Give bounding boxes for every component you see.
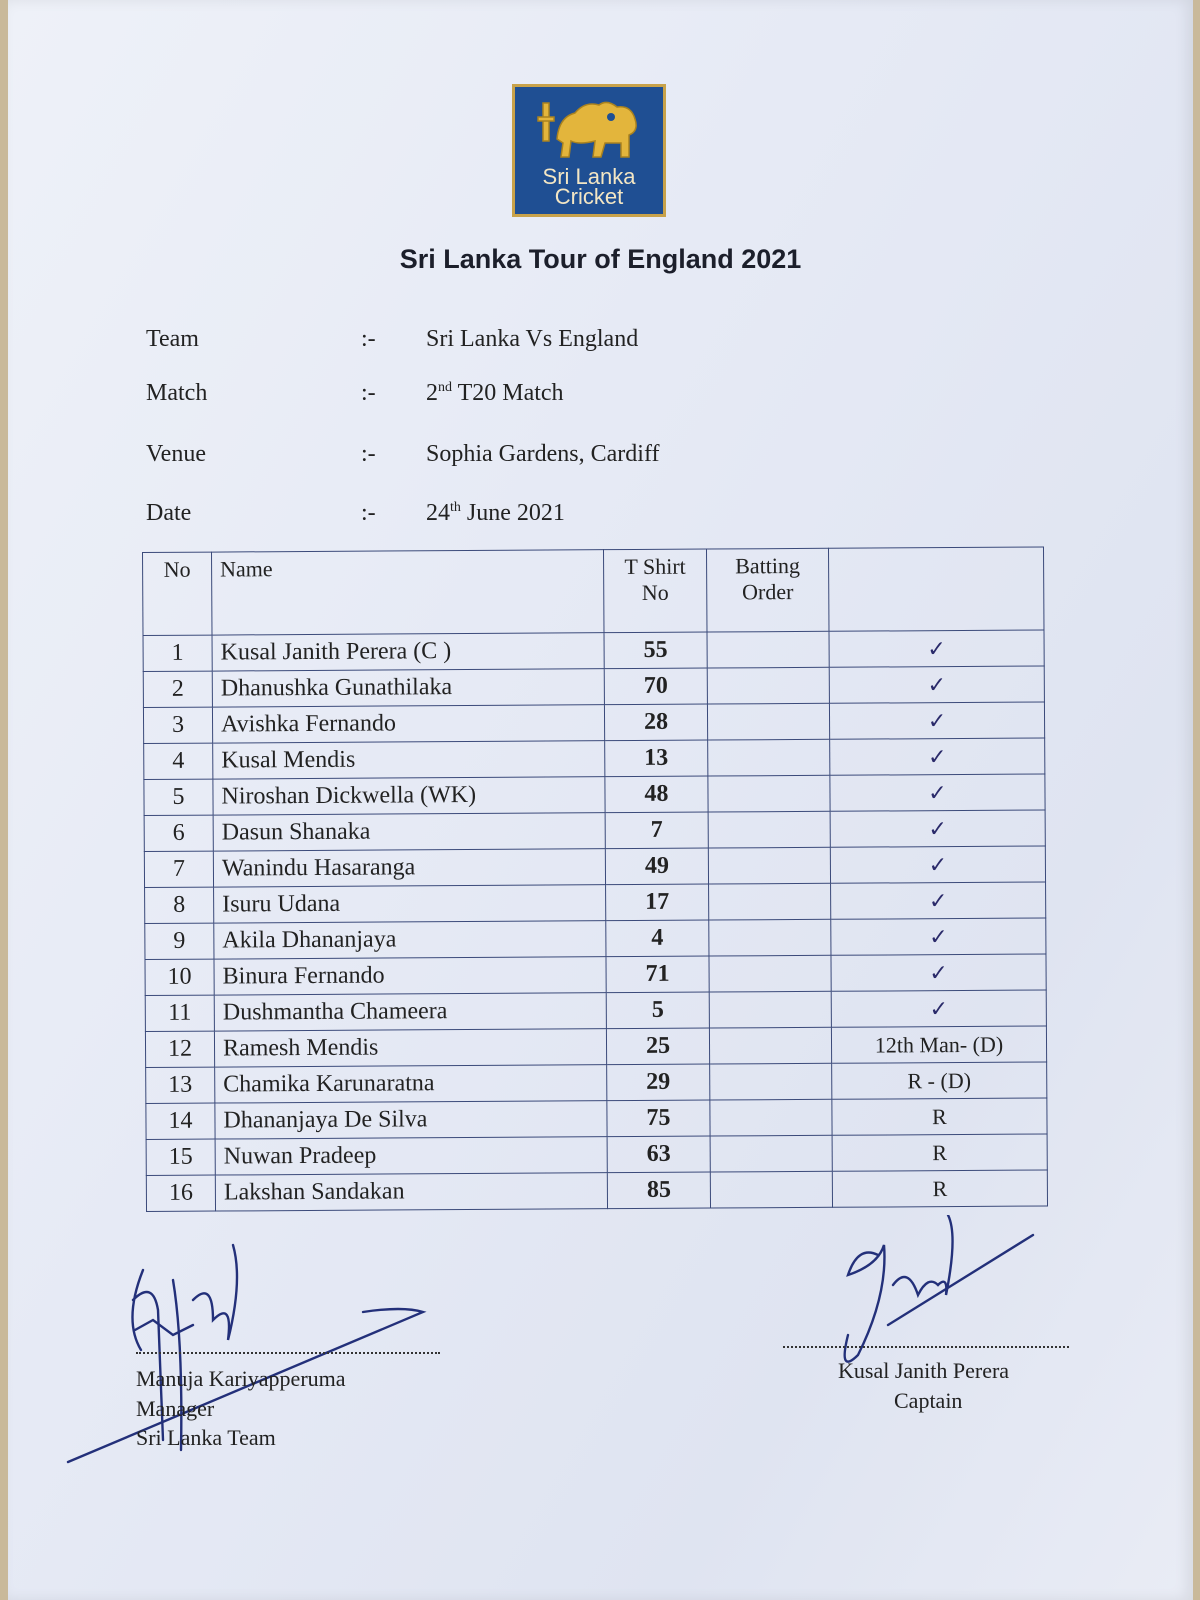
row-status: R: [832, 1170, 1047, 1207]
row-batting-order: [709, 991, 831, 1028]
table-row: [144, 774, 1045, 816]
header-no: No: [143, 552, 213, 635]
row-name: Nuwan Pradeep: [215, 1137, 607, 1175]
table-row: [145, 918, 1046, 960]
row-no: 3: [143, 707, 212, 743]
header-tshirt-line1: T Shirt: [624, 553, 686, 580]
squad-table: [142, 546, 1048, 1211]
row-no: 5: [144, 779, 213, 815]
row-batting-order: [709, 955, 831, 992]
row-tshirt-no: 4: [606, 920, 709, 957]
row-name: Dasun Shanaka: [213, 813, 605, 851]
row-name: Dhananjaya De Silva: [215, 1101, 607, 1139]
logo-line-2: Cricket: [554, 184, 624, 209]
captain-name: Kusal Janith Perera: [838, 1358, 1010, 1383]
captain-signature-icon: [818, 1215, 1058, 1375]
captain-signature-line: [783, 1346, 1069, 1348]
info-separator: :-: [361, 441, 376, 467]
row-tshirt-no: 29: [607, 1064, 710, 1101]
header-status: [828, 547, 1044, 631]
row-no: 15: [146, 1139, 215, 1175]
row-batting-order: [710, 1135, 832, 1172]
row-status: ✓: [830, 738, 1045, 775]
row-batting-order: [709, 883, 831, 920]
header-name: Name: [212, 550, 604, 635]
header-batting-order: [706, 548, 829, 632]
row-batting-order: [709, 919, 831, 956]
info-value: 24th June 2021: [426, 500, 565, 526]
row-no: 4: [144, 743, 213, 779]
row-batting-order: [707, 703, 829, 740]
row-status: ✓: [831, 990, 1046, 1027]
row-status: R: [832, 1098, 1047, 1135]
row-tshirt-no: 5: [606, 992, 709, 1029]
row-tshirt-no: 49: [605, 848, 708, 885]
info-separator: :-: [361, 326, 376, 352]
row-name: Dushmantha Chameera: [214, 993, 606, 1031]
row-no: 11: [145, 995, 214, 1031]
row-status: ✓: [831, 918, 1046, 955]
row-tshirt-no: 7: [605, 812, 708, 849]
row-tshirt-no: 28: [604, 704, 707, 741]
info-separator: :-: [361, 500, 376, 526]
row-no: 8: [145, 887, 214, 923]
row-no: 6: [144, 815, 213, 851]
row-tshirt-no: 63: [607, 1136, 710, 1173]
header-tshirt-line2: No: [641, 579, 669, 605]
row-status: R: [832, 1134, 1047, 1171]
row-no: 14: [146, 1103, 215, 1139]
row-status: ✓: [831, 954, 1046, 991]
row-status: ✓: [830, 810, 1045, 847]
header-tshirt: [603, 549, 707, 633]
row-tshirt-no: 55: [604, 632, 707, 669]
row-status: ✓: [830, 846, 1045, 883]
info-value: Sri Lanka Vs England: [426, 326, 639, 352]
row-name: Akila Dhananjaya: [214, 921, 606, 959]
table-row: [145, 882, 1046, 924]
row-name: Kusal Mendis: [213, 741, 605, 779]
row-name: Niroshan Dickwella (WK): [213, 777, 605, 815]
info-separator: :-: [361, 380, 376, 406]
info-value: 2nd T20 Match: [426, 380, 564, 406]
captain-role: Captain: [894, 1388, 963, 1413]
row-name: Lakshan Sandakan: [215, 1173, 607, 1211]
table-row: [143, 702, 1044, 744]
row-batting-order: [708, 775, 830, 812]
table-row: [145, 954, 1046, 996]
info-label: Date: [146, 500, 192, 526]
row-no: 16: [146, 1175, 215, 1211]
row-batting-order: [710, 1099, 832, 1136]
info-label: Venue: [146, 441, 206, 467]
info-label: Match: [146, 380, 208, 406]
row-tshirt-no: 70: [604, 668, 707, 705]
row-name: Chamika Karunaratna: [215, 1065, 607, 1103]
row-status: ✓: [831, 882, 1046, 919]
row-status: R - (D): [832, 1062, 1047, 1099]
manager-role: Manager: [136, 1396, 215, 1421]
row-name: Isuru Udana: [214, 885, 606, 923]
row-tshirt-no: 13: [605, 740, 708, 777]
row-tshirt-no: 48: [605, 776, 708, 813]
row-batting-order: [707, 667, 829, 704]
table-row: [144, 846, 1045, 888]
row-no: 10: [145, 959, 214, 995]
row-status: 12th Man- (D): [831, 1026, 1046, 1063]
row-no: 2: [143, 671, 212, 707]
row-name: Kusal Janith Perera (C ): [212, 633, 604, 671]
row-name: Dhanushka Gunathilaka: [212, 669, 604, 707]
row-status: ✓: [829, 702, 1044, 739]
squad-table-body: [143, 630, 1048, 1211]
row-batting-order: [708, 847, 830, 884]
table-row: [145, 1026, 1046, 1068]
row-no: 9: [145, 923, 214, 959]
header-batting-line1: Batting: [735, 552, 801, 579]
row-tshirt-no: 71: [606, 956, 709, 993]
row-batting-order: [707, 631, 829, 668]
info-value: Sophia Gardens, Cardiff: [426, 441, 660, 467]
row-batting-order: [708, 739, 830, 776]
row-batting-order: [709, 1027, 831, 1064]
table-row: [145, 990, 1046, 1032]
table-row: [144, 810, 1045, 852]
table-row: [146, 1170, 1047, 1212]
row-batting-order: [710, 1171, 832, 1208]
info-label: Team: [146, 326, 199, 352]
table-row: [146, 1062, 1047, 1104]
table-header-row: [143, 547, 1044, 636]
manager-team: Sri Lanka Team: [136, 1425, 276, 1450]
row-status: ✓: [829, 666, 1044, 703]
row-batting-order: [708, 811, 830, 848]
row-tshirt-no: 25: [606, 1028, 709, 1065]
manager-signature-line: [136, 1352, 440, 1354]
logo-line-1: Sri Lanka: [542, 164, 636, 189]
row-tshirt-no: 75: [607, 1100, 710, 1137]
row-no: 13: [146, 1067, 215, 1103]
page-title: Sri Lanka Tour of England 2021: [399, 244, 802, 274]
row-name: Ramesh Mendis: [214, 1029, 606, 1067]
row-no: 1: [143, 635, 212, 671]
row-tshirt-no: 17: [606, 884, 709, 921]
row-batting-order: [710, 1063, 832, 1100]
lion-emblem-icon: [535, 95, 645, 167]
team-sheet: [8, 0, 1193, 1600]
row-no: 7: [144, 851, 213, 887]
table-row: [144, 738, 1045, 780]
table-row: [143, 630, 1044, 672]
table-row: [146, 1098, 1047, 1140]
table-row: [143, 666, 1044, 708]
sri-lanka-cricket-logo: [512, 84, 666, 217]
header-batting-line2: Order: [742, 579, 794, 605]
row-status: ✓: [830, 774, 1045, 811]
table-row: [146, 1134, 1047, 1176]
row-name: Avishka Fernando: [212, 705, 604, 743]
row-name: Wanindu Hasaranga: [213, 849, 605, 887]
row-no: 12: [145, 1031, 214, 1067]
manager-name: Manuja Kariyapperuma: [136, 1366, 346, 1391]
row-tshirt-no: 85: [607, 1172, 710, 1209]
row-name: Binura Fernando: [214, 957, 606, 995]
row-status: ✓: [829, 630, 1044, 667]
